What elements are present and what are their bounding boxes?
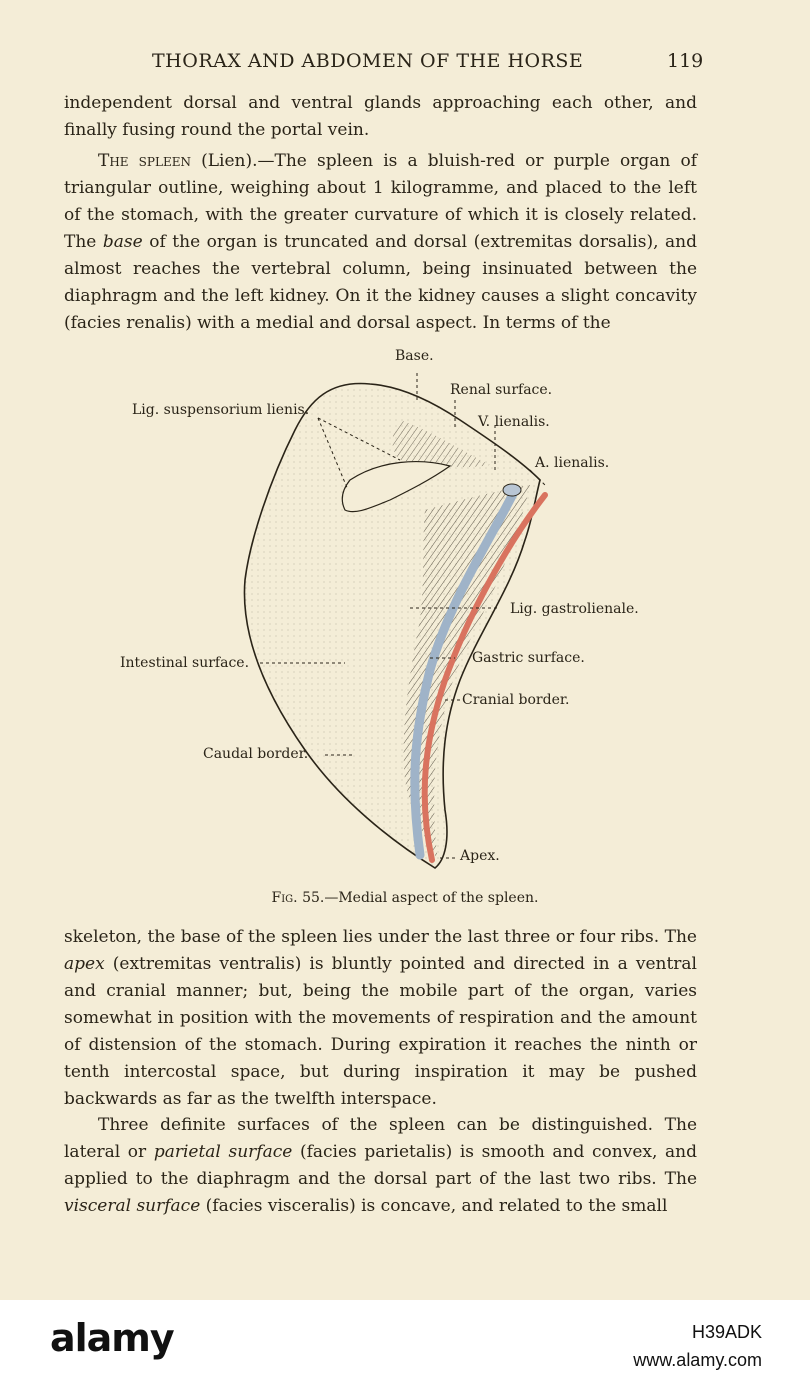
text-run: —The spleen is a bluish-red or purple organ of triangular outline, weighing about 1 kilogramme, and placed to the left of the stomach, with the greater curvature of which it is closely related. The <box>64 151 697 252</box>
site-url: www.alamy.com <box>633 1350 762 1370</box>
text-run: of the organ is truncated and dorsal (extremitas dorsalis), and almost reaches the vertebral column, being insinuated between the diaphragm and the left kidney. On it the kidney causes a slight concavity (facies renalis) with a medial and dorsal aspect. In terms of the <box>64 232 697 333</box>
stock-image-id: H39ADK <box>691 1322 762 1342</box>
running-title: THORAX AND ABDOMEN OF THE HORSE <box>152 50 584 72</box>
page-header <box>0 50 810 80</box>
paragraph-surfaces <box>64 1112 697 1220</box>
section-heading: The spleen <box>98 151 191 171</box>
spleen-figure <box>100 340 700 880</box>
brand-logo: alamy <box>50 1316 174 1360</box>
spleen-outline <box>244 383 540 868</box>
label-v-lienalis: V. lienalis. <box>478 414 550 430</box>
italic-term: parietal surface <box>153 1142 293 1162</box>
text-run: (facies visceralis) is concave, and related to the small <box>200 1196 668 1216</box>
label-intestinal-surface: Intestinal surface. <box>120 655 250 671</box>
paragraph-skeleton <box>64 924 697 1113</box>
paragraph-continuation <box>64 90 697 144</box>
label-cranial-border: Cranial border. <box>462 692 570 708</box>
label-base: Base. <box>395 348 434 364</box>
vessel-cut-end <box>503 484 521 496</box>
text-run: (facies parietalis) is smooth and convex, and applied to the diaphragm and the dorsal part of the last two ribs. The <box>64 1142 697 1189</box>
text-run: Three definite surfaces of the spleen can be distinguished. The lateral or <box>64 1115 697 1162</box>
label-caudal-border: Caudal border. <box>203 746 309 762</box>
figure-number: Fig. 55. <box>271 890 325 906</box>
paragraph-text: independent dorsal and ventral glands approaching each other, and finally fusing round the portal vein. <box>64 93 697 140</box>
label-lig-suspensorium: Lig. suspensorium lienis. <box>132 402 310 418</box>
paragraph-text <box>64 1112 697 1220</box>
paragraph-spleen <box>64 148 697 337</box>
stock-footer <box>0 1300 810 1390</box>
text-run: (extremitas ventralis) is bluntly pointed and directed in a ventral and cranial manner; but, being the mobile part of the organ, varies somewhat in position with the movements of respiration and the amount of distension of the stomach. During expiration it reaches the ninth or tenth intercostal space, but during inspiration it may be pushed backwards as far as the twelfth interspace. <box>64 954 697 1109</box>
text-run: skeleton, the base of the spleen lies under the last three or four ribs. The <box>64 927 697 947</box>
page-number: 119 <box>667 50 704 72</box>
label-renal-surface: Renal surface. <box>450 382 553 398</box>
label-apex: Apex. <box>460 848 500 864</box>
caption-text: —Medial aspect of the spleen. <box>324 890 539 906</box>
italic-term: visceral surface <box>64 1196 201 1216</box>
italic-term: base <box>102 232 143 252</box>
paragraph-text <box>64 148 697 337</box>
italic-term: apex <box>64 954 105 974</box>
paragraph-text <box>64 924 697 1113</box>
label-a-lienalis: A. lienalis. <box>535 455 610 471</box>
label-gastric-surface: Gastric surface. <box>472 650 585 666</box>
figure-caption <box>0 890 810 906</box>
latin-term: (Lien). <box>190 151 258 171</box>
label-lig-gastrolienale: Lig. gastrolienale. <box>510 601 639 617</box>
